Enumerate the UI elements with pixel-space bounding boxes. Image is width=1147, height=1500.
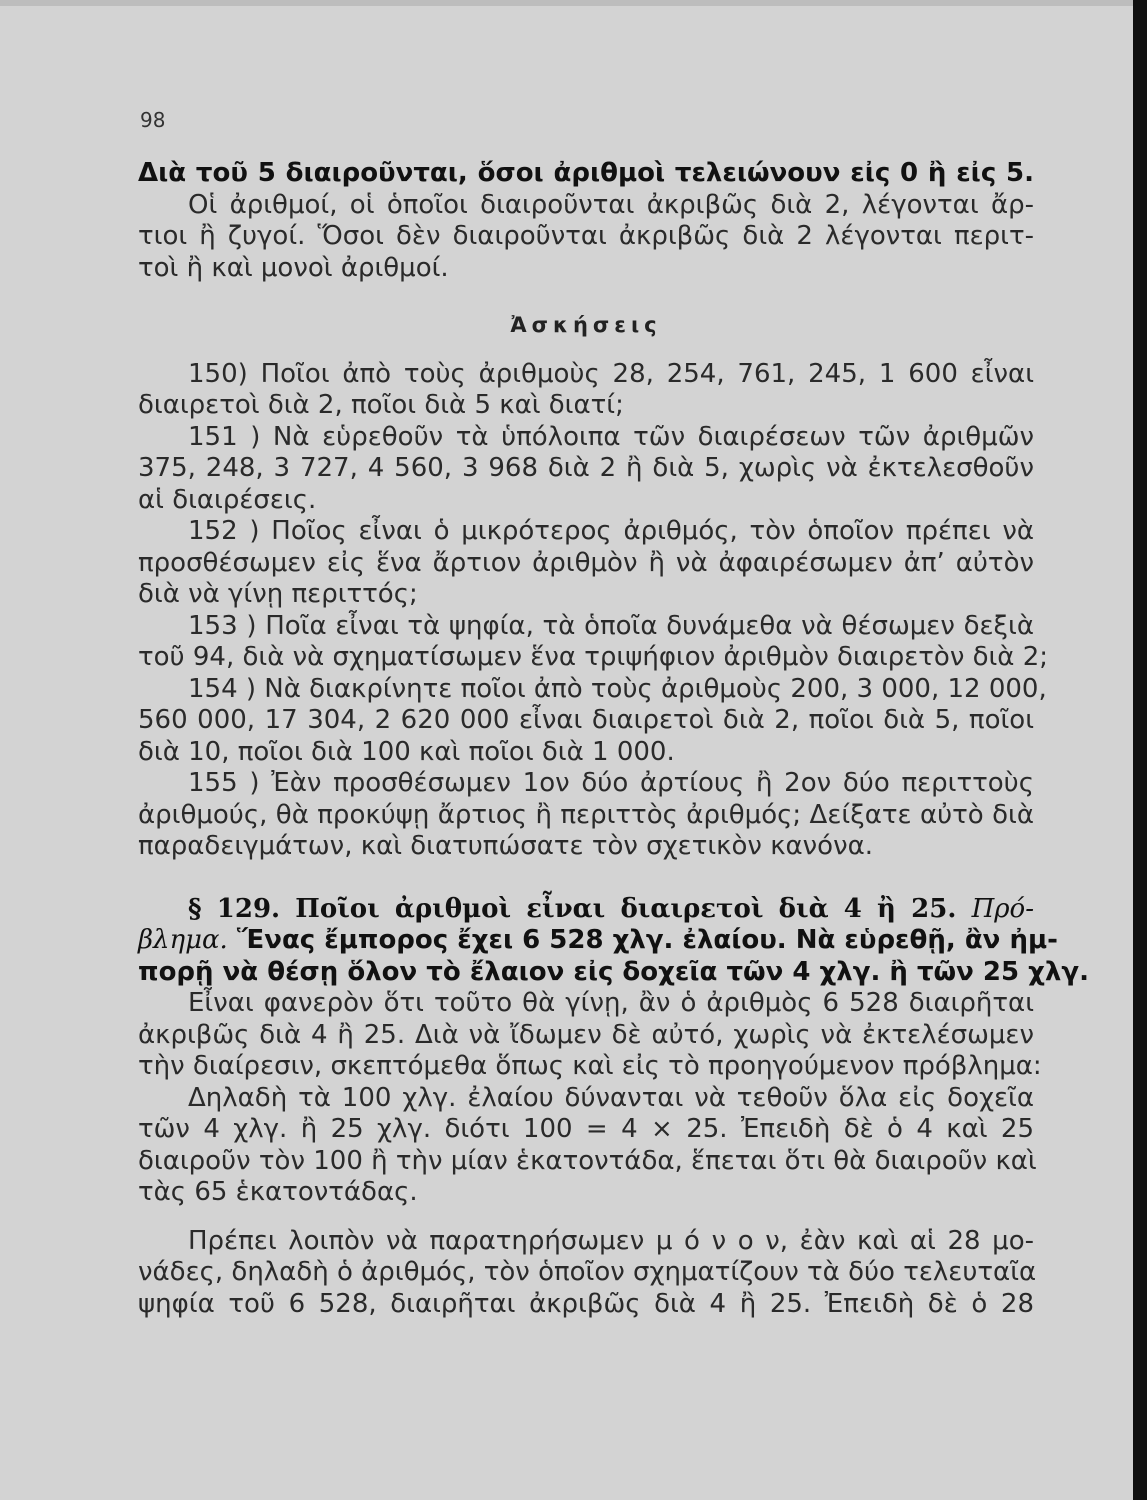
- exercises-heading: Ἀσκήσεις: [510, 313, 662, 337]
- exercise-list: [138, 358, 1049, 863]
- scan-right-edge: [1133, 0, 1147, 1500]
- body-line: Δηλαδὴ τὰ 100 χλγ. ἐλαίου δύνανται νὰ τεθοῦν ὅλα εἰς δοχεῖα: [188, 1082, 1034, 1113]
- exercise-line: αἱ διαιρέσεις.: [138, 484, 317, 515]
- body-line: τῶν 4 χλγ. ἢ 25 χλγ. διότι 100 = 4 × 25. Ἐπειδὴ δὲ ὁ 4 καὶ 25: [138, 1114, 1034, 1144]
- exercise-line: διὰ 10, ποῖοι διὰ 100 καὶ ποῖοι διὰ 1 000.: [138, 736, 675, 767]
- rule-line: τιοι ἢ ζυγοί. Ὅσοι δὲν διαιροῦνται ἀκριβῶς διὰ 2 λέγονται περιτ-: [138, 221, 1034, 251]
- scan-top-edge: [0, 0, 1147, 6]
- body-line: Εἶναι φανερὸν ὅτι τοῦτο θὰ γίνῃ, ἂν ὁ ἀριθμὸς 6 528 διαιρῆται: [188, 988, 1034, 1018]
- exercise-line: 155 ) Ἐὰν προσθέσωμεν 1ον δύο ἀρτίους ἢ 2ον δύο περιττοὺς: [188, 768, 1034, 798]
- rule-line: Οἱ ἀριθμοί, οἱ ὁποῖοι διαιροῦνται ἀκριβῶς διὰ 2, λέγονται ἄρ-: [188, 189, 1034, 220]
- exercise-line: προσθέσωμεν εἰς ἕνα ἄρτιον ἀριθμὸν ἢ νὰ ἀφαιρέσωμεν ἀπ’ αὐτὸν: [138, 547, 1034, 578]
- body-line: Πρέπει λοιπὸν νὰ παρατηρήσωμεν μ ό ν ο ν, ἐὰν καὶ αἱ 28 μο-: [188, 1225, 1034, 1256]
- exercise-line: 150) Ποῖοι ἀπὸ τοὺς ἀριθμοὺς 28, 254, 761, 245, 1 600 εἶναι: [188, 358, 1034, 389]
- exercise-line: 154 ) Νὰ διακρίνητε ποῖοι ἀπὸ τοὺς ἀριθμοὺς 200, 3 000, 12 000,: [188, 673, 1047, 704]
- section-heading: § 129. Ποῖοι ἀριθμοὶ εἶναι διαιρετοὶ διὰ 4 ἢ 25.: [188, 893, 957, 924]
- problem-label-cont: βλημα.: [138, 925, 228, 955]
- body-line: διαιροῦν τὸν 100 ἢ τὴν μίαν ἑκατοντάδα, ἕπεται ὅτι θὰ διαιροῦν καὶ: [138, 1145, 1037, 1176]
- exercise-line: 375, 248, 3 727, 4 560, 3 968 διὰ 2 ἢ διὰ 5, χωρὶς νὰ ἐκτελεσθοῦν: [138, 453, 1034, 483]
- page-number: 98: [140, 108, 166, 132]
- problem-line: [138, 925, 1058, 957]
- section-129: [138, 893, 1089, 1321]
- body-line: τὰς 65 ἑκατοντάδας.: [138, 1177, 418, 1207]
- problem-line: πορῇ νὰ θέσῃ ὅλον τὸ ἔλαιον εἰς δοχεῖα τῶν 4 χλγ. ἢ τῶν 25 χλγ.: [138, 956, 1089, 987]
- body-line: ψηφία τοῦ 6 528, διαιρῆται ἀκριβῶς διὰ 4 ἢ 25. Ἐπειδὴ δὲ ὁ 28: [138, 1288, 1034, 1319]
- rule-line: τοὶ ἢ καὶ μονοὶ ἀριθμοί.: [138, 252, 449, 283]
- problem-label: Πρό-: [971, 893, 1034, 924]
- page-body: [138, 158, 1089, 1320]
- body-line: νάδες, δηλαδὴ ὁ ἀριθμός, τὸν ὁποῖον σχηματίζουν τὰ δύο τελευταῖα: [138, 1257, 1037, 1287]
- exercise-line: 151 ) Νὰ εὑρεθοῦν τὰ ὑπόλοιπα τῶν διαιρέσεων τῶν ἀριθμῶν: [188, 421, 1034, 452]
- exercise-line: παραδειγμάτων, καὶ διατυπώσατε τὸν σχετικὸν κανόνα.: [138, 831, 874, 861]
- exercise-line: 152 ) Ποῖος εἶναι ὁ μικρότερος ἀριθμός, τὸν ὁποῖον πρέπει νὰ: [188, 516, 1034, 546]
- exercise-line: διὰ νὰ γίνῃ περιττός;: [138, 579, 418, 609]
- exercise-line: 560 000, 17 304, 2 620 000 εἶναι διαιρετοὶ διὰ 2, ποῖοι διὰ 5, ποῖοι: [138, 705, 1034, 735]
- problem-text: Ἕνας ἔμπορος ἔχει 6 528 χλγ. ἐλαίου. Νὰ εὑρεθῇ, ἂν ἠμ-: [236, 925, 1058, 955]
- section-heading-line: [138, 894, 1034, 926]
- rule-paragraph: [138, 158, 1034, 284]
- exercise-line: τοῦ 94, διὰ νὰ σχηματίσωμεν ἕνα τριψήφιον ἀριθμὸν διαιρετὸν διὰ 2;: [138, 642, 1049, 672]
- exercise-line: 153 ) Ποῖα εἶναι τὰ ψηφία, τὰ ὁποῖα δυνάμεθα νὰ θέσωμεν δεξιὰ: [188, 610, 1034, 641]
- exercise-line: ἀριθμούς, θὰ προκύψῃ ἄρτιος ἢ περιττὸς ἀριθμός; Δείξατε αὐτὸ διὰ: [138, 799, 1034, 830]
- body-line: τὴν διαίρεσιν, σκεπτόμεθα ὅπως καὶ εἰς τὸ προηγούμενον πρόβλημα:: [138, 1051, 1042, 1081]
- exercise-line: διαιρετοὶ διὰ 2, ποῖοι διὰ 5 καὶ διατί;: [138, 390, 624, 420]
- rule-line: Διὰ τοῦ 5 διαιροῦνται, ὅσοι ἀριθμοὶ τελειώνουν εἰς 0 ἢ εἰς 5.: [138, 158, 1034, 188]
- body-line: ἀκριβῶς διὰ 4 ἢ 25. Διὰ νὰ ἴδωμεν δὲ αὐτό, χωρὶς νὰ ἐκτελέσωμεν: [138, 1019, 1034, 1050]
